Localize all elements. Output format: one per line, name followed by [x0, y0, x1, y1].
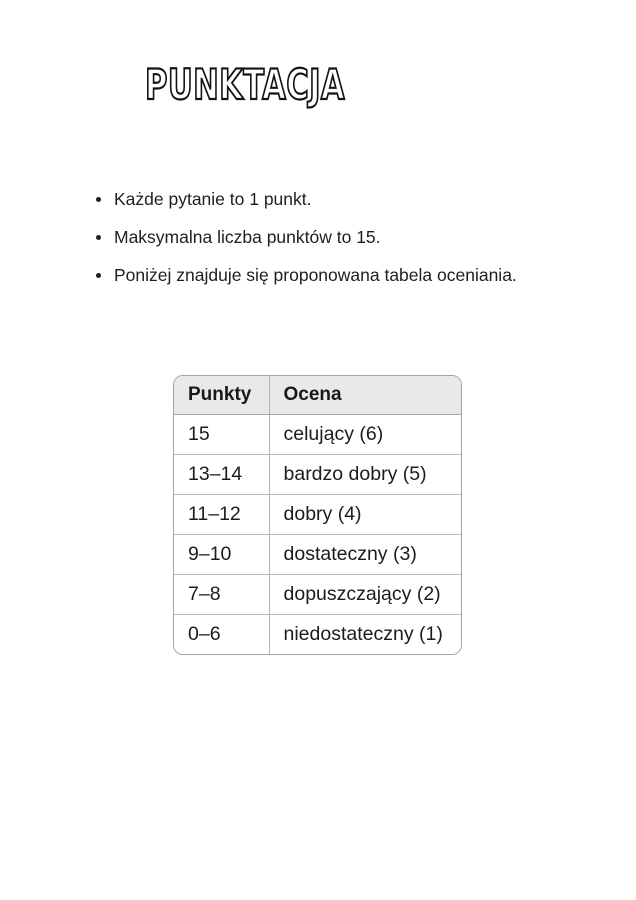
table-row — [174, 614, 461, 654]
cell-points: 13–14 — [174, 454, 269, 494]
cell-grade: dopuszczający (2) — [269, 574, 461, 614]
grading-table-container — [173, 375, 462, 655]
bullet-text: Poniżej znajduje się proponowana tabela oceniania. — [114, 265, 517, 285]
bullet-dot-icon — [96, 273, 101, 278]
cell-points: 15 — [174, 414, 269, 454]
list-item — [95, 227, 517, 247]
table-row — [174, 574, 461, 614]
cell-grade: niedostateczny (1) — [269, 614, 461, 654]
list-item — [95, 265, 517, 285]
bullet-list — [95, 189, 517, 303]
page-title: PUNKTACJA — [145, 60, 345, 109]
cell-grade: dobry (4) — [269, 494, 461, 534]
cell-grade: dostateczny (3) — [269, 534, 461, 574]
cell-points: 11–12 — [174, 494, 269, 534]
cell-grade: bardzo dobry (5) — [269, 454, 461, 494]
column-header-punkty: Punkty — [174, 376, 269, 414]
table-header-row — [174, 376, 461, 414]
cell-points: 9–10 — [174, 534, 269, 574]
cell-points: 0–6 — [174, 614, 269, 654]
table-row — [174, 494, 461, 534]
bullet-dot-icon — [96, 197, 101, 202]
cell-points: 7–8 — [174, 574, 269, 614]
bullet-text: Każde pytanie to 1 punkt. — [114, 189, 312, 209]
bullet-text: Maksymalna liczba punktów to 15. — [114, 227, 381, 247]
column-header-ocena: Ocena — [269, 376, 461, 414]
cell-grade: celujący (6) — [269, 414, 461, 454]
bullet-dot-icon — [96, 235, 101, 240]
table-row — [174, 454, 461, 494]
table-row — [174, 534, 461, 574]
list-item — [95, 189, 517, 209]
table-row — [174, 414, 461, 454]
grading-table — [174, 376, 461, 654]
